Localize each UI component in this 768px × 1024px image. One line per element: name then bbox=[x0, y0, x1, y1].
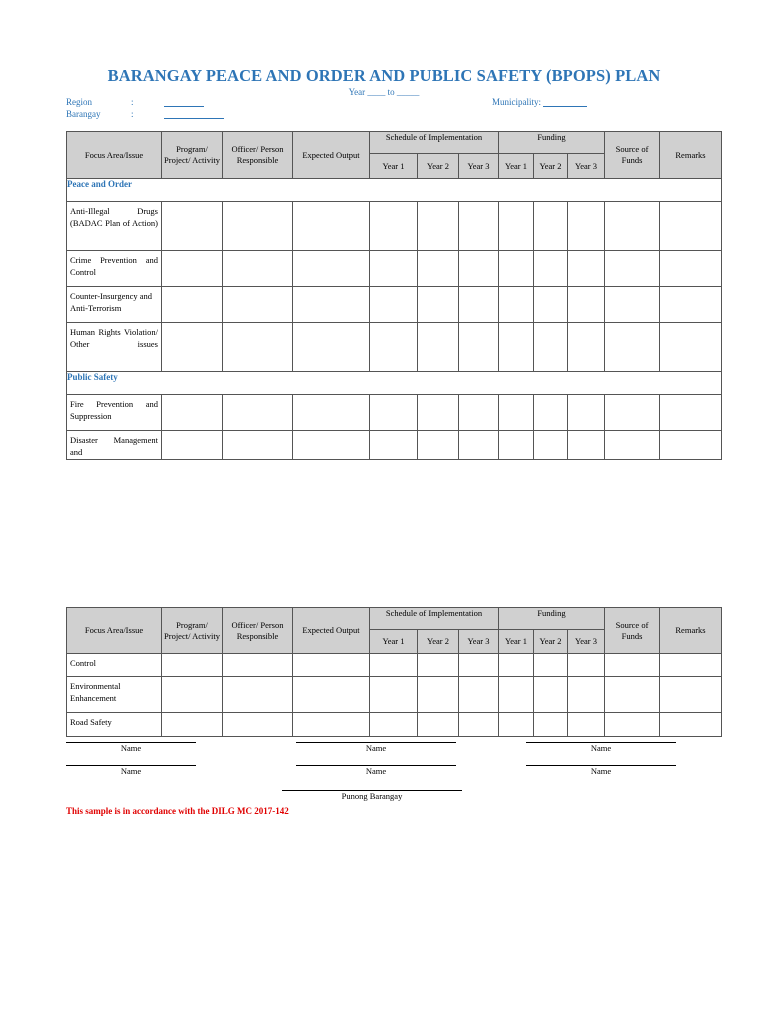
header-source-of-funds: Source of Funds bbox=[605, 608, 660, 654]
name-label: Name bbox=[120, 743, 142, 753]
header-program: Program/ Project/ Activity bbox=[162, 132, 223, 179]
focus-area-cell: Fire Prevention and Suppression bbox=[67, 395, 162, 431]
header-fund-year-1: Year 1 bbox=[499, 154, 534, 179]
signature-block bbox=[66, 742, 196, 753]
header-expected-output: Expected Output bbox=[293, 132, 370, 179]
header-officer: Officer/ Person Responsible bbox=[223, 132, 293, 179]
header-officer: Officer/ Person Responsible bbox=[223, 608, 293, 654]
header-remarks: Remarks bbox=[660, 132, 722, 179]
table-row bbox=[67, 677, 722, 713]
section-peace-and-order: Peace and Order bbox=[67, 179, 722, 202]
focus-area-cell: Human Rights Violation/ Other issues bbox=[67, 323, 162, 372]
signature-block bbox=[526, 765, 676, 776]
barangay-colon: : bbox=[131, 109, 134, 119]
header-focus-area: Focus Area/Issue bbox=[67, 132, 162, 179]
header-sched-year-3: Year 3 bbox=[459, 630, 499, 654]
header-fund-year-2: Year 2 bbox=[534, 630, 568, 654]
header-focus-area: Focus Area/Issue bbox=[67, 608, 162, 654]
header-expected-output: Expected Output bbox=[293, 608, 370, 654]
header-fund-year-3: Year 3 bbox=[568, 154, 605, 179]
header-sched-year-2: Year 2 bbox=[418, 630, 459, 654]
table-row bbox=[67, 431, 722, 460]
bpops-table-2 bbox=[66, 607, 722, 737]
bpops-table-1 bbox=[66, 131, 722, 460]
signature-block bbox=[296, 742, 456, 753]
header-sched-year-1: Year 1 bbox=[370, 154, 418, 179]
punong-barangay-signature bbox=[282, 790, 462, 801]
name-label: Name bbox=[365, 766, 387, 776]
header-funding: Funding bbox=[499, 608, 605, 630]
table-row bbox=[67, 395, 722, 431]
header-schedule: Schedule of Implementation bbox=[370, 608, 499, 630]
name-label: Name bbox=[590, 743, 612, 753]
header-fund-year-2: Year 2 bbox=[534, 154, 568, 179]
name-label: Name bbox=[120, 766, 142, 776]
header-schedule: Schedule of Implementation bbox=[370, 132, 499, 154]
focus-area-cell: Anti-Illegal Drugs (BADAC Plan of Action) bbox=[67, 202, 162, 251]
signature-block bbox=[296, 765, 456, 776]
header-fund-year-1: Year 1 bbox=[499, 630, 534, 654]
table-row bbox=[67, 713, 722, 737]
table-row bbox=[67, 251, 722, 287]
focus-area-cell: Environmental Enhancement bbox=[67, 677, 162, 713]
signature-block bbox=[526, 742, 676, 753]
focus-area-cell: Disaster Management and bbox=[67, 431, 162, 460]
barangay-blank[interactable] bbox=[164, 109, 224, 119]
focus-area-cell: Counter-Insurgency and Anti-Terrorism bbox=[67, 287, 162, 323]
header-sched-year-1: Year 1 bbox=[370, 630, 418, 654]
barangay-label: Barangay bbox=[66, 109, 101, 119]
compliance-note: This sample is in accordance with the DILG MC 2017-142 bbox=[66, 806, 289, 816]
header-fund-year-3: Year 3 bbox=[568, 630, 605, 654]
year-range: Year ____ to _____ bbox=[348, 87, 420, 97]
punong-barangay-label: Punong Barangay bbox=[341, 791, 403, 801]
section-public-safety: Public Safety bbox=[67, 372, 722, 395]
focus-area-cell: Road Safety bbox=[67, 713, 162, 737]
region-label: Region bbox=[66, 97, 92, 107]
page-title: BARANGAY PEACE AND ORDER AND PUBLIC SAFETY (BPOPS) PLAN bbox=[107, 66, 661, 85]
signature-block bbox=[66, 765, 196, 776]
header-source-of-funds: Source of Funds bbox=[605, 132, 660, 179]
region-colon: : bbox=[131, 97, 134, 107]
header-funding: Funding bbox=[499, 132, 605, 154]
focus-area-cell: Crime Prevention and Control bbox=[67, 251, 162, 287]
region-blank[interactable] bbox=[164, 97, 204, 107]
table-row bbox=[67, 323, 722, 372]
table-row bbox=[67, 654, 722, 677]
name-label: Name bbox=[590, 766, 612, 776]
table-row bbox=[67, 287, 722, 323]
municipality-label: Municipality: bbox=[492, 97, 541, 107]
municipality-blank[interactable] bbox=[543, 97, 587, 107]
header-sched-year-3: Year 3 bbox=[459, 154, 499, 179]
header-remarks: Remarks bbox=[660, 608, 722, 654]
name-label: Name bbox=[365, 743, 387, 753]
focus-area-cell: Control bbox=[67, 654, 162, 677]
header-program: Program/ Project/ Activity bbox=[162, 608, 223, 654]
table-row bbox=[67, 202, 722, 251]
header-sched-year-2: Year 2 bbox=[418, 154, 459, 179]
